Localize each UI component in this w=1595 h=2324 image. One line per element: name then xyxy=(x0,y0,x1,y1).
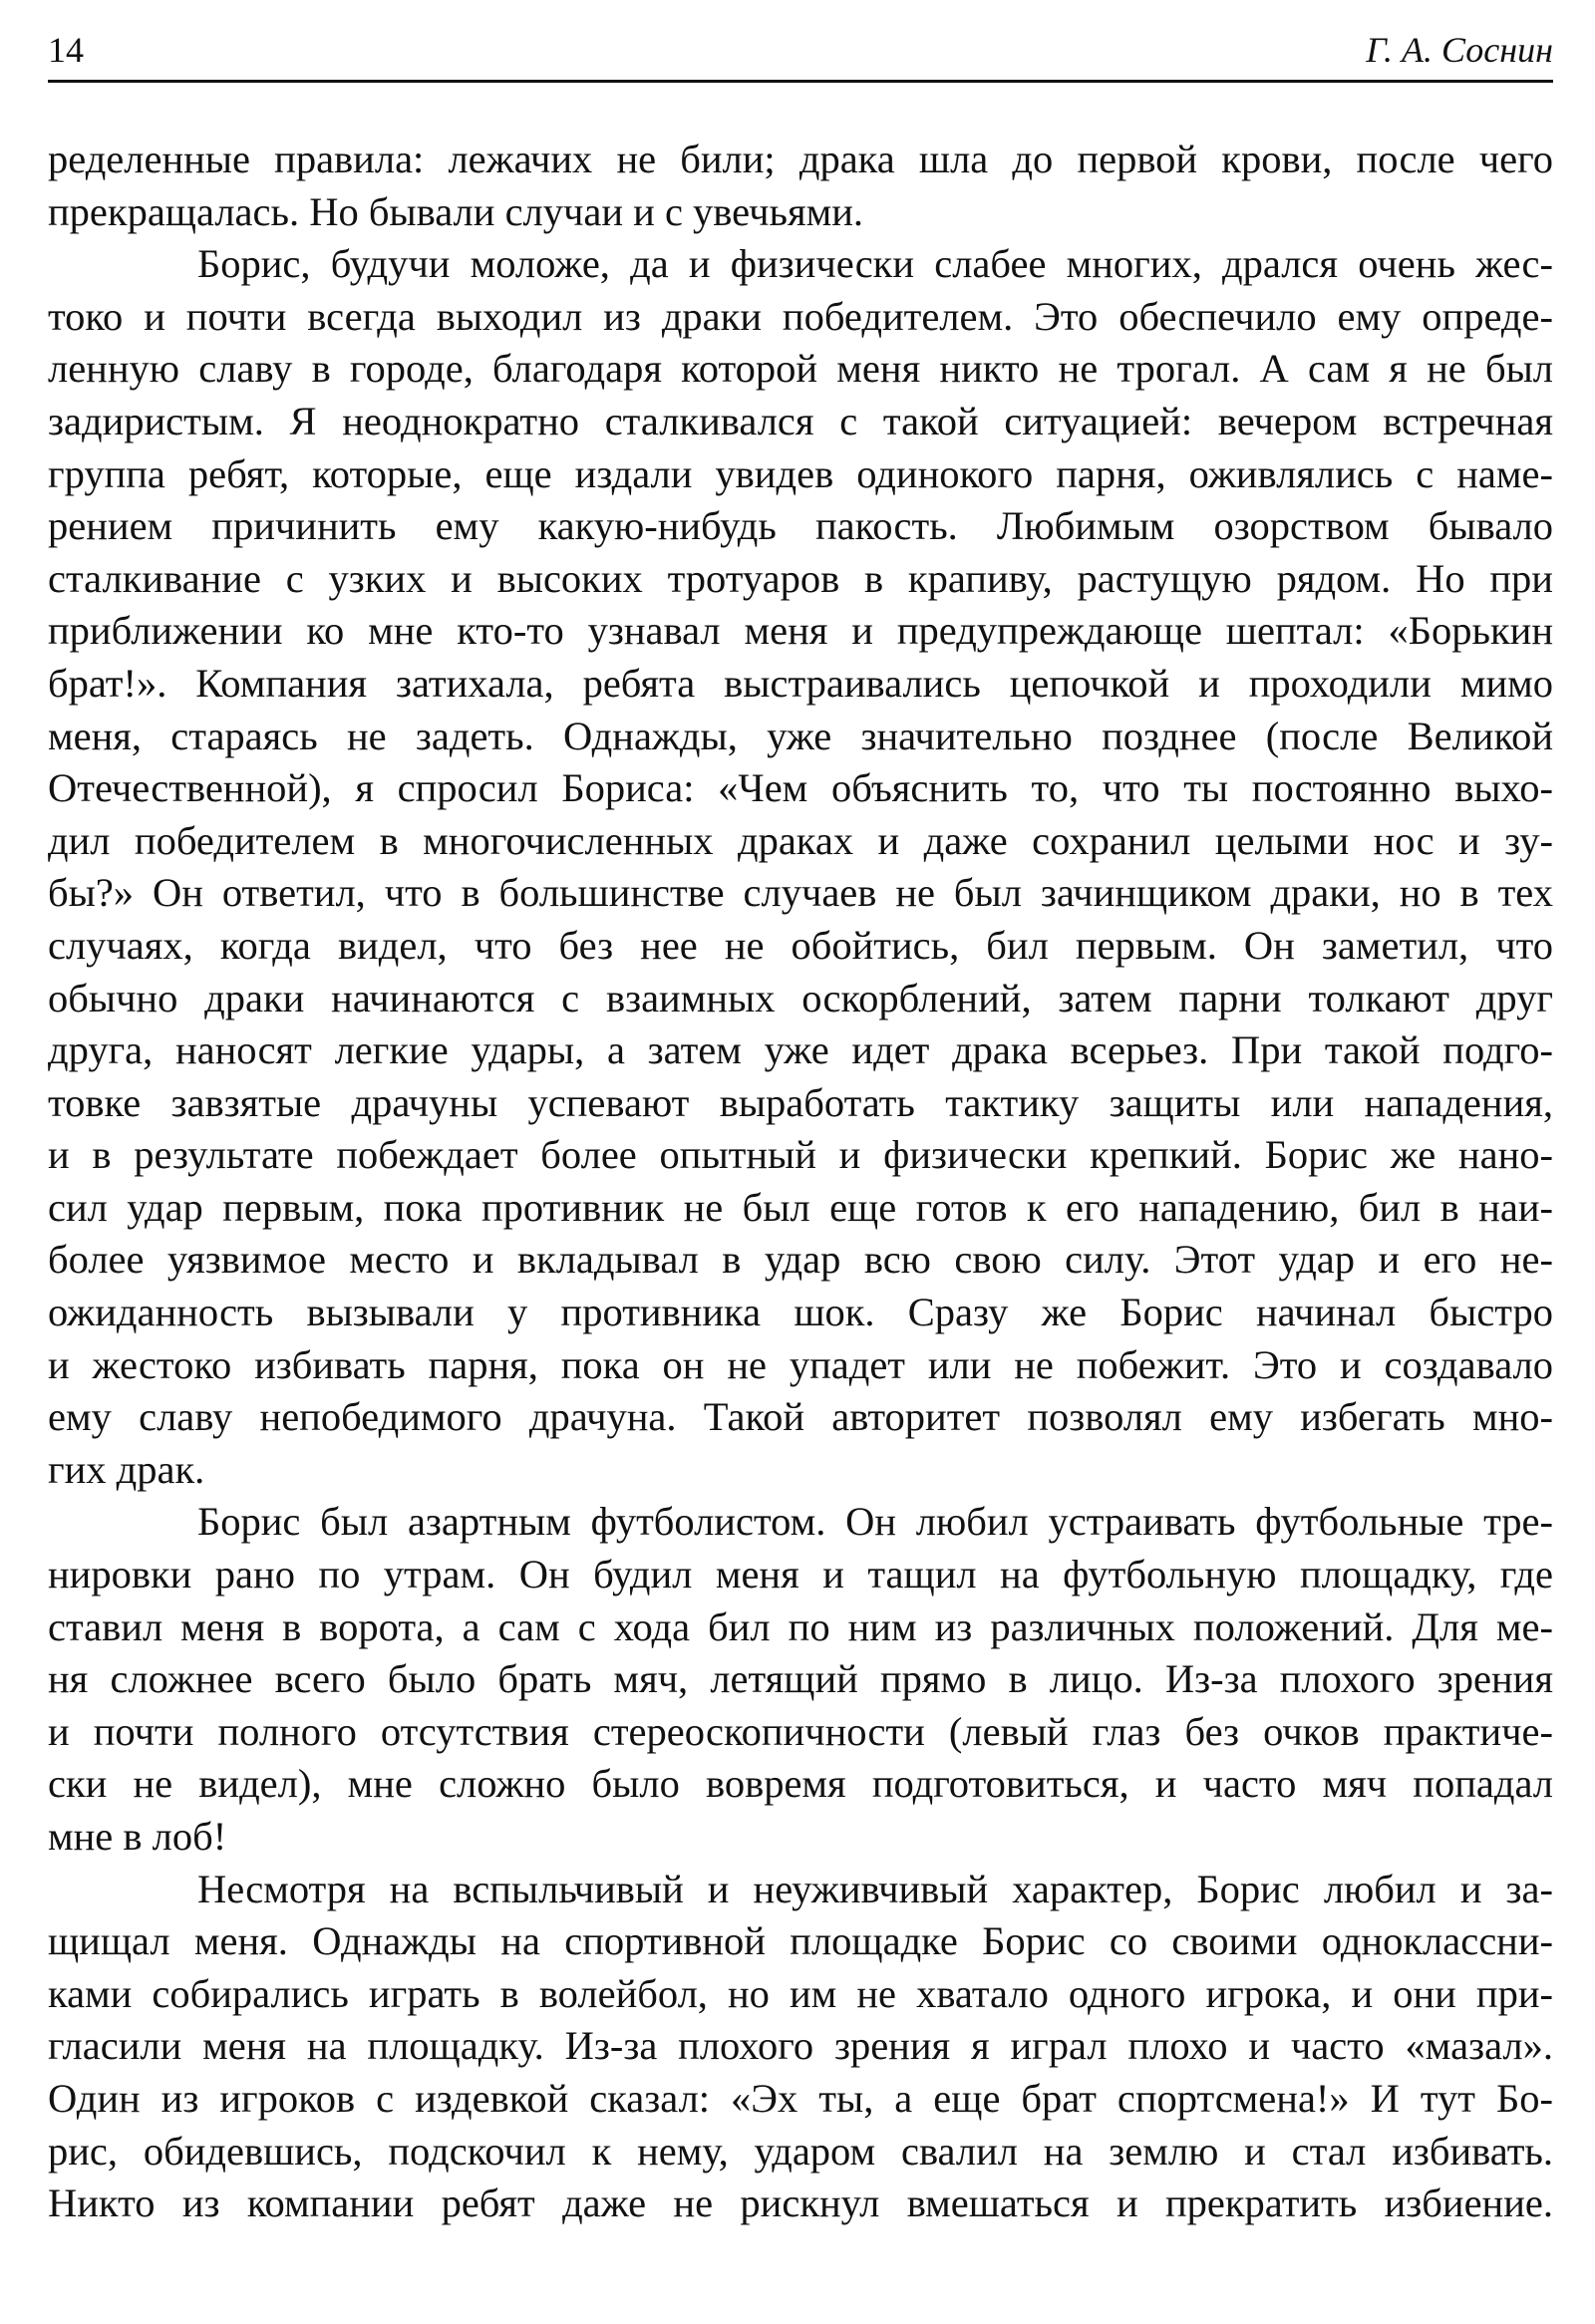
running-head-author: Г. А. Соснин xyxy=(1366,30,1553,70)
text-line: щищал меня. Однажды на спортивной площадке Борис со своими одноклассни- xyxy=(48,1918,1553,1964)
text-line: рением причинить ему какую-нибудь пакость. Любимым озорством бывало xyxy=(48,503,1553,549)
page-number: 14 xyxy=(48,30,84,70)
text-line: Борис, будучи моложе, да и физически слабее многих, дрался очень жес- xyxy=(197,241,1553,287)
text-line: меня, стараясь не задеть. Однажды, уже значительно позднее (после Великой xyxy=(48,713,1553,758)
paragraph xyxy=(48,1496,1553,1863)
text-line: ленную славу в городе, благодаря которой меня никто не трогал. А сам я не был xyxy=(48,346,1553,392)
text-line: ределенные правила: лежачих не били; драка шла до первой крови, после чего xyxy=(48,137,1553,181)
text-line: и жестоко избивать парня, пока он не упадет или не побежит. Это и создавало xyxy=(48,1341,1553,1387)
text-line: нировки рано по утрам. Он будил меня и тащил на футбольную площадку, где xyxy=(48,1552,1553,1598)
text-line: обычно драки начинаются с взаимных оскорблений, затем парни толкают друг xyxy=(48,975,1553,1020)
text-line: Несмотря на вспыльчивый и неуживчивый характер, Борис любил и за- xyxy=(197,1866,1553,1911)
text-line: товке завзятые драчуны успевают выработать тактику защиты или нападения, xyxy=(48,1079,1553,1125)
text-line: и в результате побеждает более опытный и физически крепкий. Борис же нано- xyxy=(48,1132,1553,1178)
text-line: токо и почти всегда выходил из драки победителем. Это обеспечило ему опреде- xyxy=(48,293,1553,339)
text-line: приближении ко мне кто-то узнавал меня и предупреждающе шептал: «Борькин xyxy=(48,608,1553,654)
running-header xyxy=(48,22,1553,83)
text-line: мне в лоб! xyxy=(48,1814,227,1859)
text-line: ками собирались играть в волейбол, но им не хватало одного игрока, и они при- xyxy=(48,1970,1553,2016)
paragraph xyxy=(48,134,1553,238)
text-line: гих драк. xyxy=(48,1446,205,1492)
paragraph xyxy=(48,1864,1553,2230)
text-line: друга, наносят легкие удары, а затем уже идет драка всерьез. При такой подго- xyxy=(48,1027,1553,1073)
text-line: Один из игроков с издевкой сказал: «Эх ты, а еще брат спортсмена!» И тут Бо- xyxy=(48,2075,1553,2121)
text-line: брат!». Компания затихала, ребята выстраивались цепочкой и проходили мимо xyxy=(48,660,1553,706)
text-line: ему славу непобедимого драчуна. Такой авторитет позволял ему избегать мно- xyxy=(48,1394,1553,1440)
text-line: случаях, когда видел, что без нее не обойтись, бил первым. Он заметил, что xyxy=(48,922,1553,968)
text-line: ски не видел), мне сложно было вовремя подготовиться, и часто мяч попадал xyxy=(48,1761,1553,1807)
text-line: сил удар первым, пока противник не был еще готов к его нападению, бил в наи- xyxy=(48,1184,1553,1230)
text-line: задиристым. Я неоднократно сталкивался с такой ситуацией: вечером встречная xyxy=(48,398,1553,443)
text-line: и почти полного отсутствия стереоскопичности (левый глаз без очков практиче- xyxy=(48,1708,1553,1754)
text-line: дил победителем в многочисленных драках и даже сохранил целыми нос и зу- xyxy=(48,817,1553,863)
body-text xyxy=(48,134,1553,2230)
text-line: Отечественной), я спросил Бориса: «Чем объяснить то, что ты постоянно выхо- xyxy=(48,765,1553,811)
text-line: ожиданность вызывали у противника шок. Сразу же Борис начинал быстро xyxy=(48,1290,1553,1335)
text-line: бы?» Он ответил, что в большинстве случаев не был зачинщиком драки, но в тех xyxy=(48,870,1553,916)
text-line: прекращалась. Но бывали случаи и с увечьями. xyxy=(48,188,864,234)
text-line: группа ребят, которые, еще издали увидев одинокого парня, оживлялись с наме- xyxy=(48,450,1553,496)
text-line: ставил меня в ворота, а сам с хода бил по ним из различных положений. Для ме- xyxy=(48,1603,1553,1649)
text-line: гласили меня на площадку. Из-за плохого зрения я играл плохо и часто «мазал». xyxy=(48,2023,1553,2069)
text-line: Борис был азартным футболистом. Он любил устраивать футбольные тре- xyxy=(197,1499,1553,1545)
text-line: сталкивание с узких и высоких тротуаров в крапиву, растущую рядом. Но при xyxy=(48,555,1553,601)
text-line: ня сложнее всего было брать мяч, летящий прямо в лицо. Из-за плохого зрения xyxy=(48,1656,1553,1702)
text-line: более уязвимое место и вкладывал в удар всю свою силу. Этот удар и его не- xyxy=(48,1237,1553,1283)
paragraph xyxy=(48,238,1553,1496)
text-line: рис, обидевшись, подскочил к нему, ударом свалил на землю и стал избивать. xyxy=(48,2128,1553,2174)
text-line: Никто из компании ребят даже не рискнул вмешаться и прекратить избиение. xyxy=(48,2180,1553,2226)
